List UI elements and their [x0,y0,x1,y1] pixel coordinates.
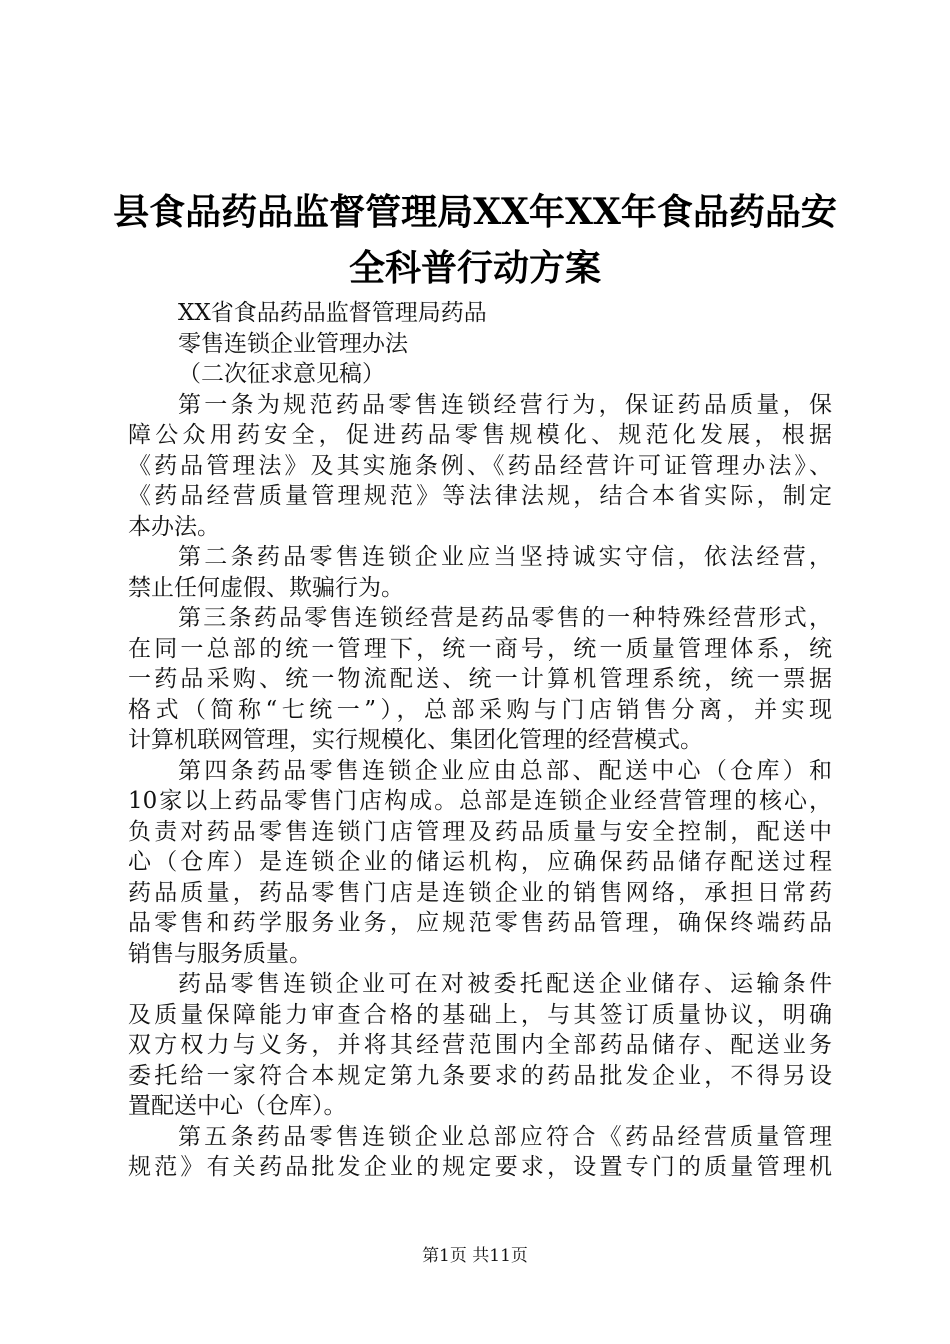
paragraph-line: 第一条为规范药品零售连锁经营行为，保证药品质量，保 [178,391,832,418]
paragraph-line: 格式（简称“七统一”），总部采购与门店销售分离，并实现 [128,696,832,723]
subtitle-line: XX省食品药品监督管理局药品 [178,300,487,326]
document-body [128,298,832,1183]
paragraph-line: 及质量保障能力审查合格的基础上，与其签订质量协议，明确 [128,1001,832,1028]
document-title-line-1: 县食品药品监督管理局XX年XX年食品药品安 [113,191,837,233]
paragraph-line: 在同一总部的统一管理下，统一商号，统一质量管理体系，统 [128,635,832,662]
paragraph-line: 销售与服务质量。 [128,940,312,967]
paragraph-line: 本办法。 [128,513,220,540]
paragraph-line: 药品零售连锁企业可在对被委托配送企业储存、运输条件 [178,971,832,997]
paragraph-line: 负责对药品零售连锁门店管理及药品质量与安全控制，配送中 [128,818,832,845]
paragraph-line: 10家以上药品零售门店构成。总部是连锁企业经营管理的核心， [128,788,832,814]
document-title-line-2: 全科普行动方案 [348,247,601,289]
subtitle-line: （二次征求意见稿） [178,361,385,387]
paragraph-line: 计算机联网管理，实行规模化、集团化管理的经营模式。 [128,727,703,753]
paragraph-line: 药品质量，药品零售门店是连锁企业的销售网络，承担日常药 [128,879,832,906]
paragraph-line: 置配送中心（仓库）。 [128,1093,347,1119]
paragraph-line: 禁止任何虚假、欺骗行为。 [128,574,404,601]
paragraph-line: 一药品采购、统一物流配送、统一计算机管理系统，统一票据 [128,666,832,692]
paragraph-line: 心（仓库）是连锁企业的储运机构，应确保药品储存配送过程 [128,849,832,875]
subtitle-line: 零售连锁企业管理办法 [178,330,408,357]
paragraph-line: 品零售和药学服务业务，应规范零售药品管理，确保终端药品 [128,910,832,936]
page-number-footer: 第1页 共11页 [422,1246,528,1266]
paragraph-line: 障公众用药安全，促进药品零售规模化、规范化发展，根据 [128,422,832,448]
paragraph-line: 双方权力与义务，并将其经营范围内全部药品储存、配送业务 [128,1032,832,1058]
paragraph-line: 委托给一家符合本规定第九条要求的药品批发企业，不得另设 [128,1062,832,1089]
paragraph-line: 第三条药品零售连锁经营是药品零售的一种特殊经营形式， [178,605,832,631]
paragraph-line: 《药品经营质量管理规范》等法律法规，结合本省实际，制定 [128,483,832,509]
paragraph-line: 《药品管理法》及其实施条例、《药品经营许可证管理办法》、 [128,452,832,479]
paragraph-line: 第五条药品零售连锁企业总部应符合《药品经营质量管理 [178,1123,832,1150]
paragraph-line: 第二条药品零售连锁企业应当坚持诚实守信，依法经营， [178,544,832,570]
paragraph-line: 第四条药品零售连锁企业应由总部、配送中心（仓库）和 [178,757,832,784]
paragraph-line: 规范》有关药品批发企业的规定要求，设置专门的质量管理机 [128,1154,832,1180]
